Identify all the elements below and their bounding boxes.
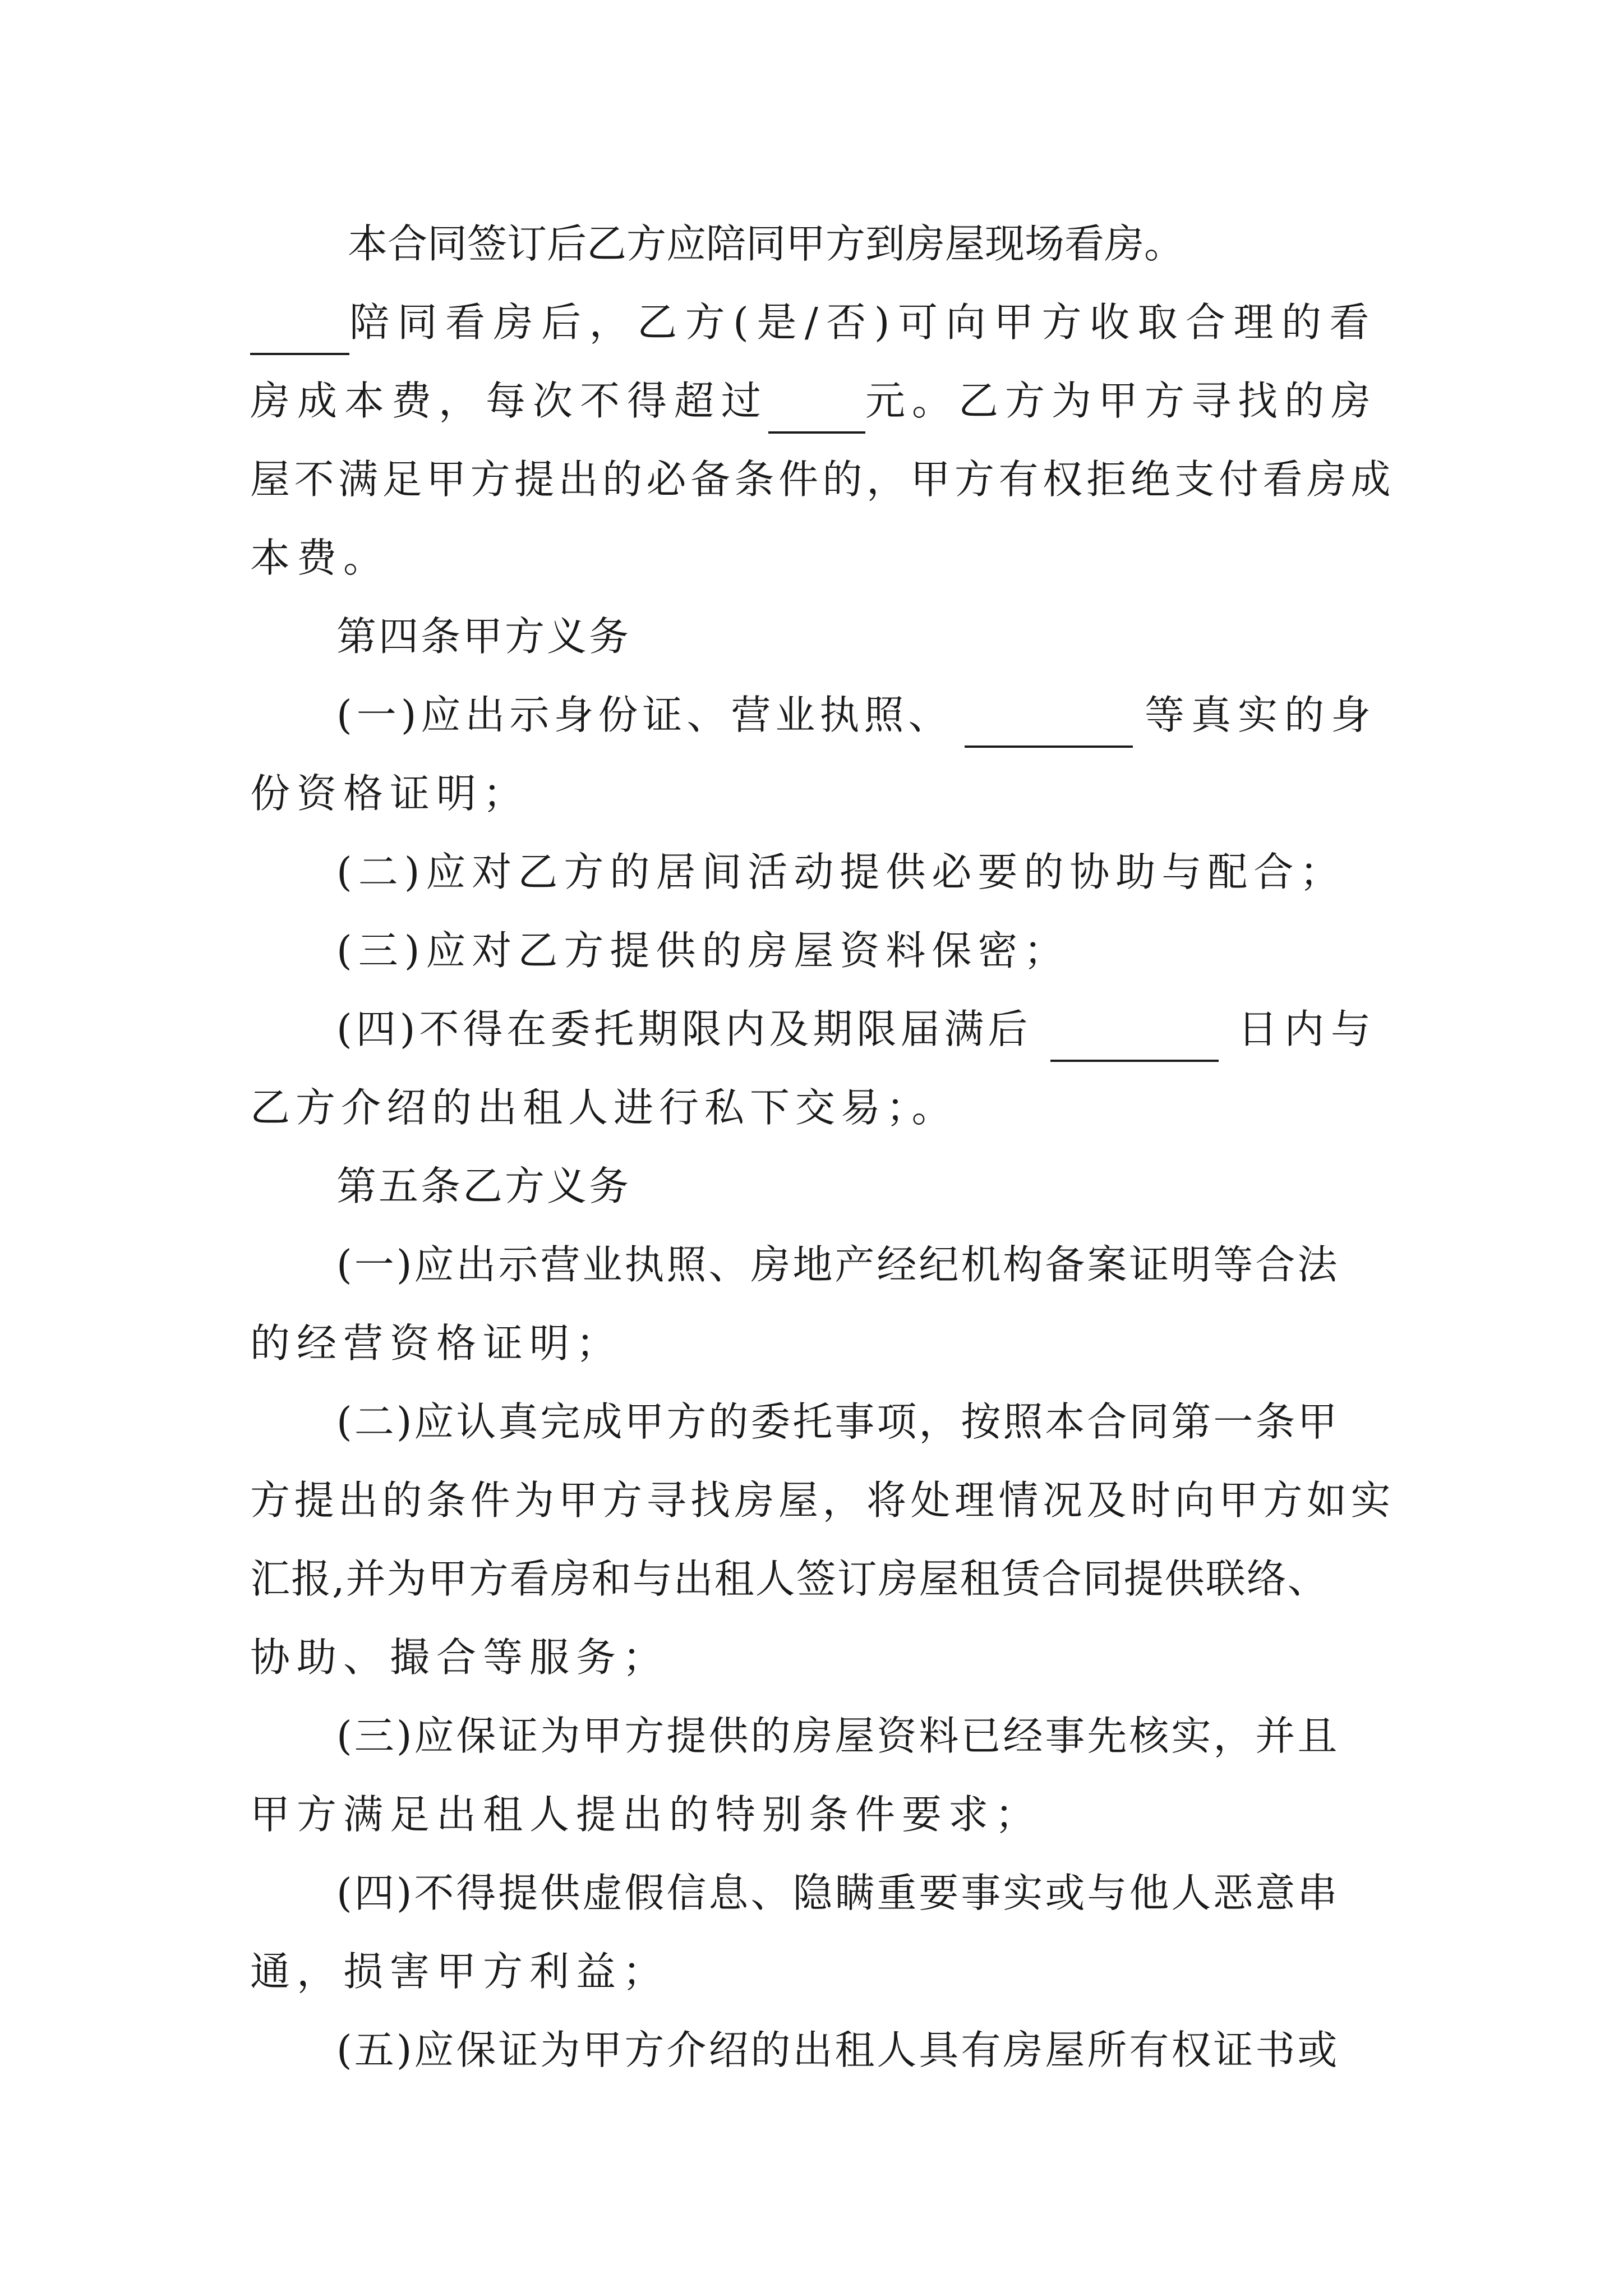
text-run: 方提出的条件为甲方寻找房屋，将处理情况及时向甲方如实 xyxy=(250,1477,1395,1524)
paragraph-line xyxy=(336,987,1377,1071)
section-heading-text: 第五条乙方义务 xyxy=(336,1163,631,1209)
text-run: 甲方满足出租人提出的特别条件要求； xyxy=(250,1791,1042,1838)
text-run: 汇报,并为甲方看房和与出租人签订房屋租赁合同提供联络、 xyxy=(250,1556,1329,1602)
paragraph-line xyxy=(250,516,1377,600)
text-run: (五)应保证为甲方介绍的出租人具有房屋所有权证书或 xyxy=(336,2027,1340,2073)
section-heading-text: 第四条甲方义务 xyxy=(336,613,631,660)
text-run: (三)应保证为甲方提供的房屋资料已经事先核实，并且 xyxy=(336,1713,1340,1759)
paragraph-line xyxy=(250,1930,1377,2014)
paragraph-line xyxy=(336,1851,1377,1935)
paragraph-line xyxy=(336,2008,1377,2092)
text-run: 屋不满足甲方提出的必备条件的，甲方有权拒绝支付看房成 xyxy=(250,456,1395,503)
text-run: 元。乙方为甲方寻找的房 xyxy=(865,378,1377,424)
fill-in-blank xyxy=(965,746,1133,748)
text-run: (一)应出示身份证、营业执照、 xyxy=(336,692,953,738)
text-run: (一)应出示营业执照、房地产经纪机构备案证明等合法 xyxy=(336,1241,1340,1288)
paragraph-line xyxy=(250,1773,1377,1857)
text-run: 份资格证明； xyxy=(250,770,530,817)
text-run: 等真实的身 xyxy=(1144,692,1377,738)
text-run: (四)不得在委托期限内及期限届满后 xyxy=(336,1006,1032,1052)
paragraph-line xyxy=(250,1458,1395,1543)
section-heading xyxy=(336,1144,1377,1228)
text-run: 的经营资格证明； xyxy=(250,1320,623,1366)
text-run: (二)应认真完成甲方的委托事项，按照本合同第一条甲 xyxy=(336,1398,1340,1445)
paragraph-line xyxy=(250,1616,1377,1700)
paragraph-line xyxy=(250,1537,1377,1621)
paragraph-line xyxy=(336,1380,1377,1464)
paragraph-line xyxy=(250,359,1377,443)
text-run: (四)不得提供虚假信息、隐瞒重要事实或与他人恶意串 xyxy=(336,1870,1340,1916)
paragraph-line xyxy=(348,202,1377,286)
paragraph-line xyxy=(250,280,1377,365)
paragraph-line xyxy=(336,1694,1377,1778)
text-run: 协助、撮合等服务； xyxy=(250,1634,670,1681)
paragraph-line xyxy=(250,1066,1377,1150)
text-run: 陪同看房后，乙方(是/否)可向甲方收取合理的看 xyxy=(349,299,1377,346)
fill-in-blank xyxy=(250,353,349,355)
paragraph-line xyxy=(250,752,1377,836)
text-run: (三)应对乙方提供的房屋资料保密； xyxy=(336,927,1070,974)
text-run xyxy=(349,280,1377,365)
text-run: 通，损害甲方利益； xyxy=(250,1948,670,1995)
paragraph-line xyxy=(336,830,1377,914)
text-run: 日内与 xyxy=(1237,1006,1377,1052)
fill-in-blank xyxy=(1050,1060,1219,1062)
text-run: 房成本费，每次不得超过 xyxy=(250,378,769,424)
text-run: 乙方介绍的出租人进行私下交易；。 xyxy=(250,1084,957,1131)
text-run: 本合同签订后乙方应陪同甲方到房屋现场看房。 xyxy=(348,220,1184,267)
paragraph-line xyxy=(336,1223,1377,1307)
paragraph-line xyxy=(250,438,1395,522)
paragraph-line xyxy=(250,1301,1377,1386)
fill-in-blank xyxy=(768,431,865,434)
paragraph-line xyxy=(336,909,1377,993)
text-run: 本费。 xyxy=(250,535,390,581)
text-run: (二)应对乙方的居间活动提供必要的协助与配合； xyxy=(336,849,1346,895)
paragraph-line xyxy=(336,673,1377,757)
section-heading xyxy=(336,595,1377,679)
